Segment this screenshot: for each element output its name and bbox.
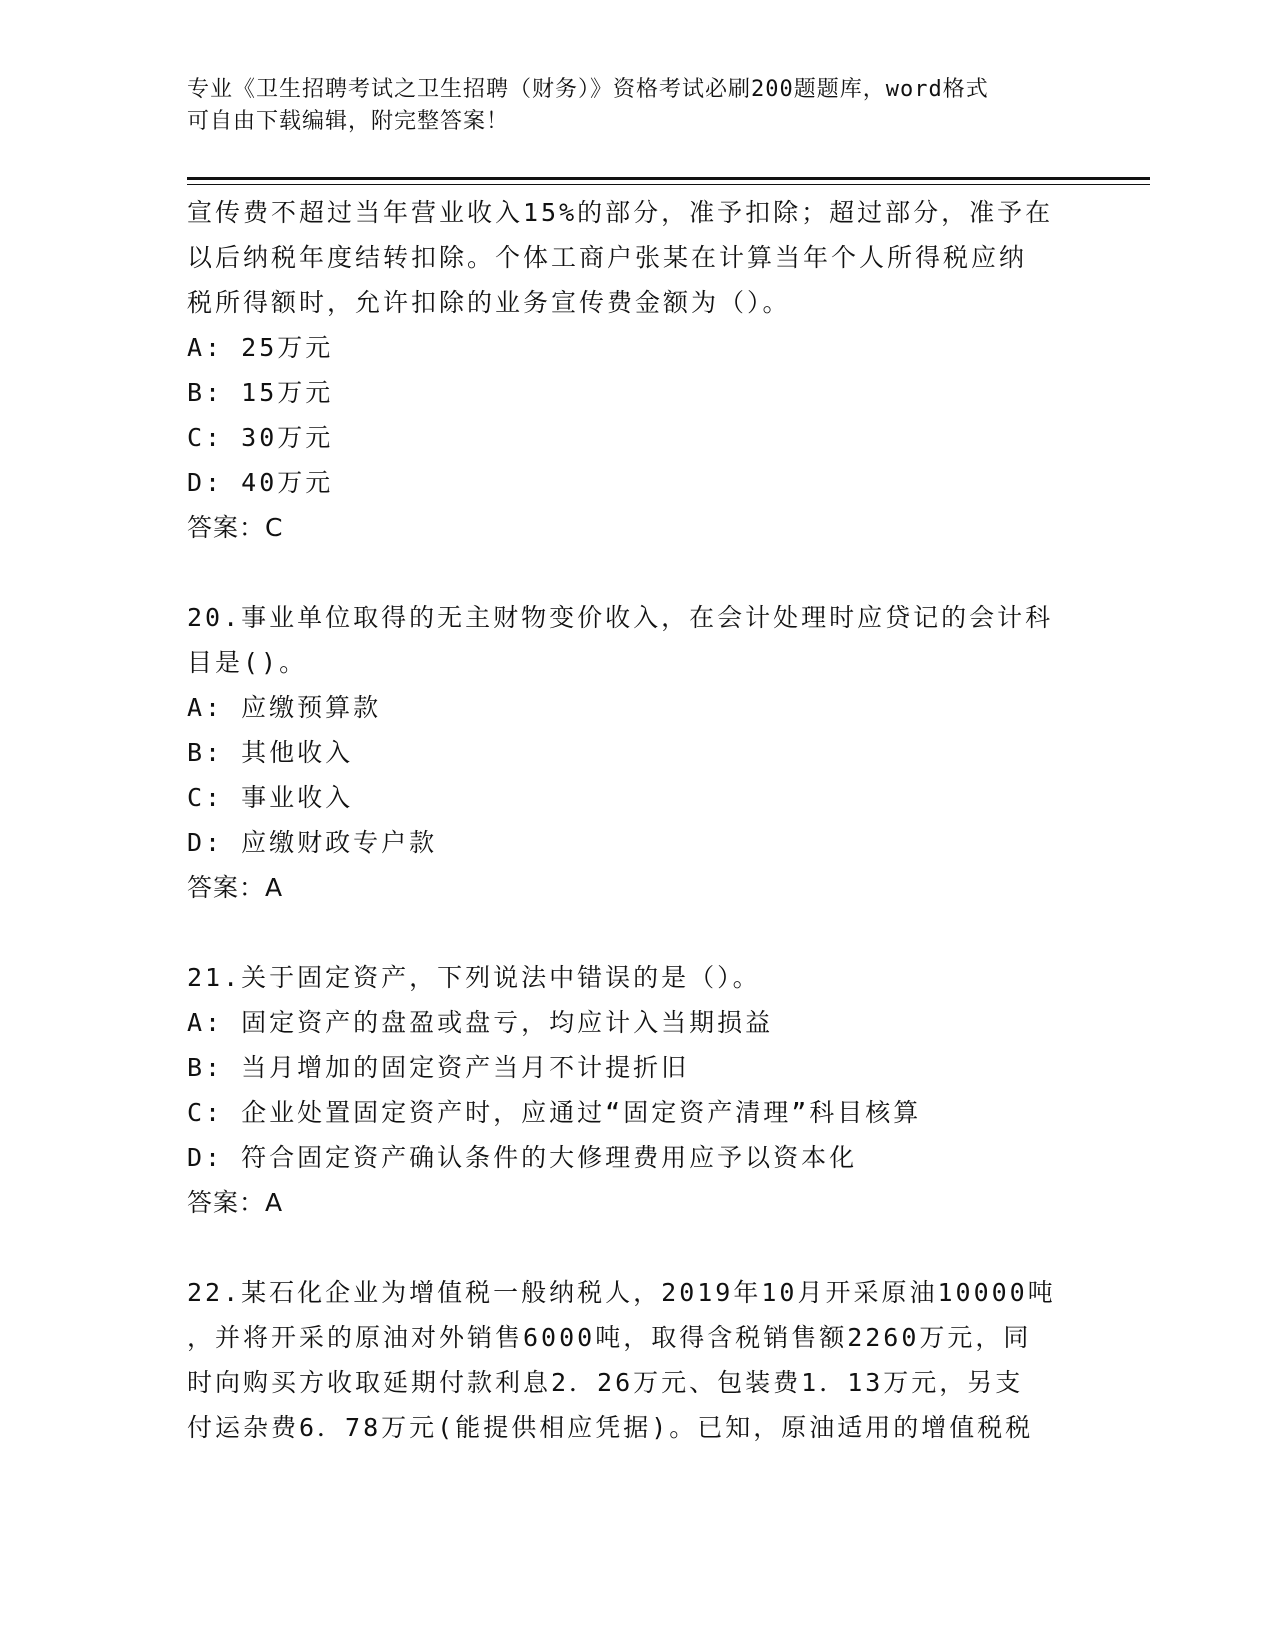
question-stem-line: 20.事业单位取得的无主财物变价收入，在会计处理时应贷记的会计科 xyxy=(187,603,1054,632)
question-stem-line: 付运杂费6．78万元(能提供相应凭据)。已知，原油适用的增值税税 xyxy=(187,1413,1034,1442)
header-line-2: 可自由下载编辑，附完整答案！ xyxy=(187,109,510,134)
spacer xyxy=(187,910,1087,955)
question-stem-line: 时向购买方收取延期付款利息2．26万元、包装费1．13万元，另支 xyxy=(187,1368,1024,1397)
question-stem-line: 以后纳税年度结转扣除。个体工商户张某在计算当年个人所得税应纳 xyxy=(187,243,1028,272)
question-20 xyxy=(187,595,1087,910)
answer-line: 答案：A xyxy=(187,1188,284,1217)
option-c: C: 事业收入 xyxy=(187,783,354,812)
option-d: D: 应缴财政专户款 xyxy=(187,828,438,857)
option-b: B: 15万元 xyxy=(187,378,334,407)
document-body xyxy=(187,190,1087,1450)
question-21 xyxy=(187,955,1087,1225)
option-c: C: 企业处置固定资产时，应通过“固定资产清理”科目核算 xyxy=(187,1098,922,1127)
document-header xyxy=(187,74,1087,138)
option-a: A: 25万元 xyxy=(187,333,334,362)
option-d: D: 40万元 xyxy=(187,468,334,497)
header-line-1: 专业《卫生招聘考试之卫生招聘（财务）》资格考试必刷200题题库，word格式 xyxy=(187,77,989,102)
question-stem-line: ，并将开采的原油对外销售6000吨，取得含税销售额2260万元，同 xyxy=(187,1323,1032,1352)
option-b: B: 其他收入 xyxy=(187,738,354,767)
answer-line: 答案：C xyxy=(187,513,284,542)
option-c: C: 30万元 xyxy=(187,423,334,452)
question-stem-line: 目是()。 xyxy=(187,648,308,677)
option-d: D: 符合固定资产确认条件的大修理费用应予以资本化 xyxy=(187,1143,858,1172)
header-rule-thin xyxy=(187,184,1150,185)
answer-line: 答案：A xyxy=(187,873,284,902)
spacer xyxy=(187,1225,1087,1270)
question-19 xyxy=(187,190,1087,550)
option-a: A: 应缴预算款 xyxy=(187,693,382,722)
option-b: B: 当月增加的固定资产当月不计提折旧 xyxy=(187,1053,690,1082)
question-stem-line: 22.某石化企业为增值税一般纳税人，2019年10月开采原油10000吨 xyxy=(187,1278,1056,1307)
spacer xyxy=(187,550,1087,595)
question-stem-line: 税所得额时，允许扣除的业务宣传费金额为（）。 xyxy=(187,288,791,317)
question-stem-line: 21.关于固定资产，下列说法中错误的是（）。 xyxy=(187,963,761,992)
header-rule-thick xyxy=(187,177,1150,180)
question-22 xyxy=(187,1270,1087,1450)
option-a: A: 固定资产的盘盈或盘亏，均应计入当期损益 xyxy=(187,1008,774,1037)
question-stem-line: 宣传费不超过当年营业收入15%的部分，准予扣除；超过部分，准予在 xyxy=(187,198,1054,227)
